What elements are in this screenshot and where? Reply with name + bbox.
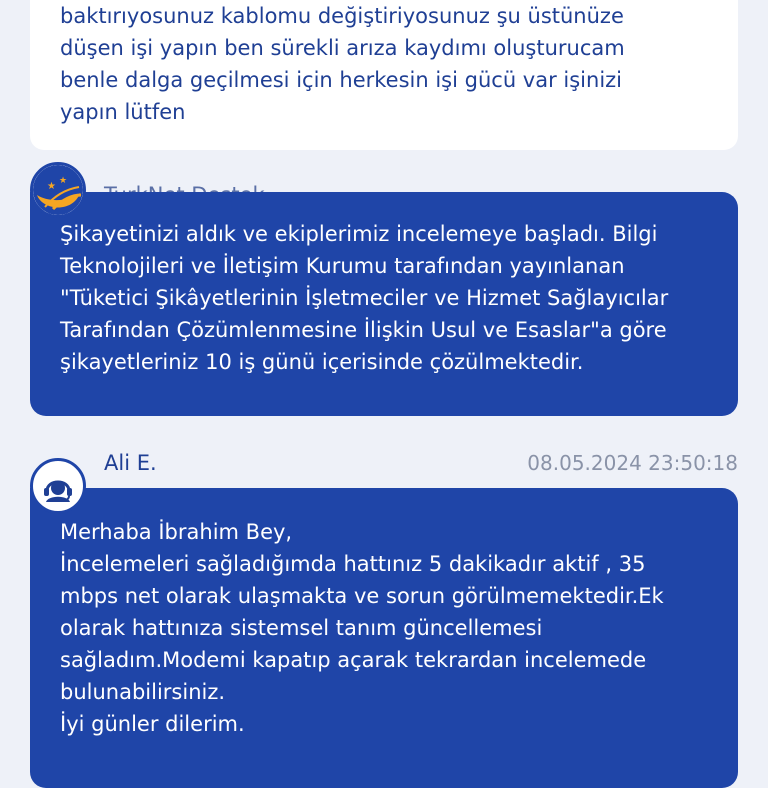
message-line: yapın lütfen: [60, 100, 186, 124]
message-line: Şikayetinizi aldık ve ekiplerimiz incelemeye başladı. Bilgi: [60, 222, 658, 246]
agent-avatar: [30, 458, 86, 514]
message-line: baktırıyosunuz kablomu değiştiriyosunuz şu üstünüze: [60, 4, 624, 28]
customer-message-bubble: [30, 0, 738, 150]
message-timestamp: 08.05.2024 23:50:18: [527, 451, 738, 475]
svg-text:★: ★: [47, 181, 56, 192]
message-line: olarak hattınıza sistemsel tanım güncellemesi: [60, 616, 543, 640]
message-line: sağladım.Modemi kapatıp açarak tekrardan incelemede: [60, 648, 647, 672]
message-line: benle dalga geçilmesi için herkesin işi gücü var işinizi: [60, 68, 623, 92]
message-line: şikayetleriniz 10 iş günü içerisinde çözülmektedir.: [60, 350, 584, 374]
message-line: Merhaba İbrahim Bey,: [60, 520, 293, 544]
svg-text:★: ★: [59, 176, 68, 186]
message-line: bulunabilirsiniz.: [60, 680, 226, 704]
message-line: mbps net olarak ulaşmakta ve sorun görülmemektedir.Ek: [60, 584, 664, 608]
message-line: İyi günler dilerim.: [60, 712, 245, 736]
message-line: "Tüketici Şikâyetlerinin İşletmeciler ve Hizmet Sağlayıcılar: [60, 286, 669, 310]
message-line: Tarafından Çözümlenmesine İlişkin Usul ve Esaslar"a göre: [60, 318, 667, 342]
sender-name: Ali E.: [104, 451, 157, 475]
headset-icon: [33, 461, 83, 511]
message-line: Teknolojileri ve İletişim Kurumu tarafından yayınlanan: [60, 254, 625, 278]
message-line: düşen işi yapın ben sürekli arıza kaydımı oluşturucam: [60, 36, 625, 60]
support-message-bubble: [30, 488, 738, 788]
support-message-bubble: [30, 192, 738, 416]
message-line: İncelemeleri sağladığımda hattınız 5 dakikadır aktif , 35: [60, 552, 646, 576]
company-logo-icon: [33, 165, 83, 215]
company-avatar: [30, 162, 86, 218]
